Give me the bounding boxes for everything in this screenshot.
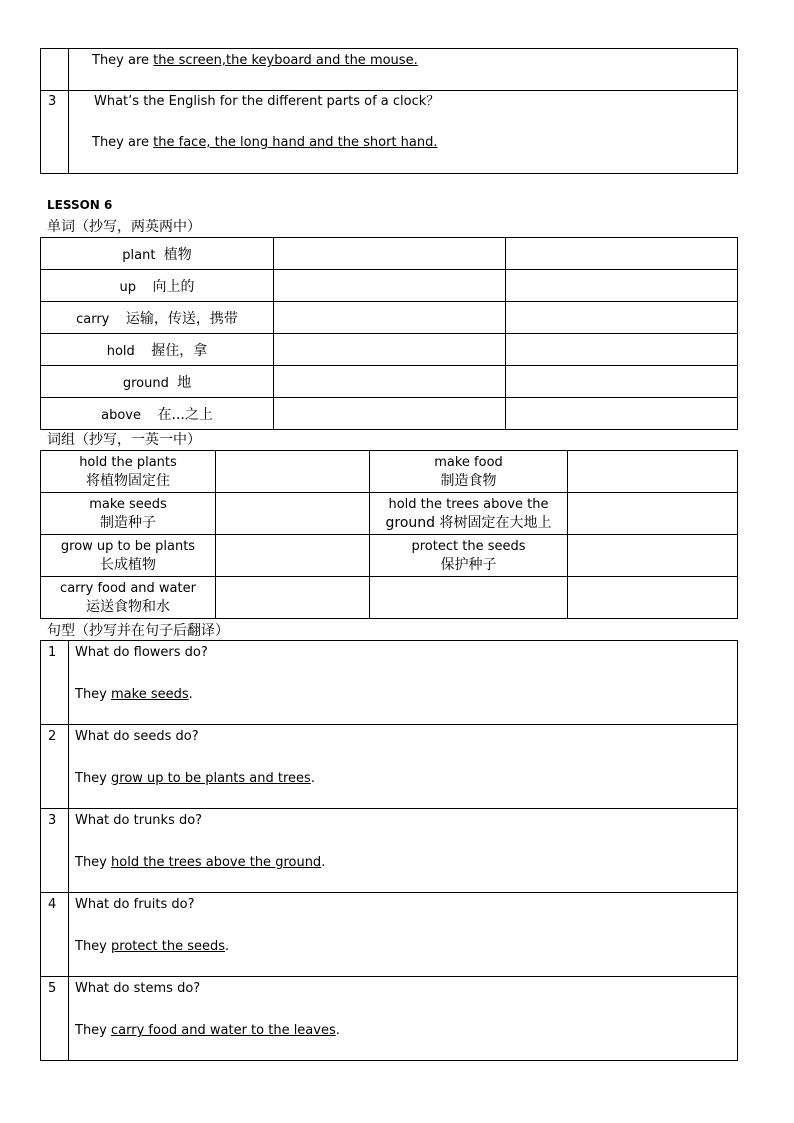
- sentence-row: [41, 977, 738, 1061]
- sentence-cell: What do fruits do? They protect the seeds.: [69, 893, 738, 977]
- copy-cell[interactable]: [568, 535, 738, 577]
- vocab-row: [41, 334, 738, 366]
- answer-underlined: protect the seeds: [111, 939, 226, 954]
- vocab-word: above 在...之上: [41, 398, 274, 430]
- question-text: What’s the English for the different parts of a clock？: [94, 94, 440, 109]
- copy-cell[interactable]: [274, 302, 506, 334]
- sentence-heading: 句型（抄写并在句子后翻译）: [47, 623, 229, 639]
- vocab-word: plant 植物: [41, 238, 274, 270]
- phrase-table: [40, 450, 738, 619]
- row-number: 4: [41, 893, 69, 977]
- answer-cell: [69, 49, 738, 91]
- row-number: 3: [41, 809, 69, 893]
- row-number: 1: [41, 641, 69, 725]
- copy-cell[interactable]: [568, 451, 738, 493]
- copy-cell[interactable]: [506, 398, 738, 430]
- phrase-row: [41, 493, 738, 535]
- question-text: What do seeds do?: [75, 729, 199, 744]
- row-number: [41, 49, 69, 91]
- answer-underlined: the screen,the keyboard and the mouse.: [153, 53, 418, 68]
- question-text: What do trunks do?: [75, 813, 203, 828]
- copy-cell[interactable]: [216, 577, 370, 619]
- copy-cell[interactable]: [568, 493, 738, 535]
- copy-cell[interactable]: [274, 366, 506, 398]
- question-cell: [69, 91, 738, 174]
- vocab-table: [40, 237, 738, 430]
- copy-cell[interactable]: [506, 270, 738, 302]
- phrase-row: [41, 577, 738, 619]
- copy-cell[interactable]: [274, 334, 506, 366]
- top-qa-table: [40, 48, 738, 174]
- phrase-row: [41, 451, 738, 493]
- phrase-cell: hold the plants 将植物固定住: [41, 451, 216, 493]
- vocab-row: [41, 366, 738, 398]
- vocab-row: [41, 238, 738, 270]
- vocab-row: [41, 398, 738, 430]
- phrase-cell: make seeds 制造种子: [41, 493, 216, 535]
- answer-prefix: They are: [92, 53, 154, 68]
- row-number: 5: [41, 977, 69, 1061]
- phrase-cell: protect the seeds 保护种子: [370, 535, 568, 577]
- lesson-title: LESSON 6: [47, 198, 113, 212]
- phrase-row: [41, 535, 738, 577]
- copy-cell[interactable]: [506, 366, 738, 398]
- sentence-cell: What do flowers do? They make seeds.: [69, 641, 738, 725]
- copy-cell[interactable]: [568, 577, 738, 619]
- vocab-row: [41, 302, 738, 334]
- phrase-cell: [370, 577, 568, 619]
- sentence-cell: What do seeds do? They grow up to be plants and trees.: [69, 725, 738, 809]
- row-number: 2: [41, 725, 69, 809]
- answer-underlined: make seeds: [111, 687, 189, 702]
- question-text: What do fruits do?: [75, 897, 195, 912]
- sentence-row: [41, 725, 738, 809]
- copy-cell[interactable]: [274, 398, 506, 430]
- answer-prefix: They are: [92, 135, 154, 150]
- copy-cell[interactable]: [274, 270, 506, 302]
- phrase-cell: make food 制造食物: [370, 451, 568, 493]
- question-text: What do stems do?: [75, 981, 201, 996]
- copy-cell[interactable]: [506, 238, 738, 270]
- answer-underlined: hold the trees above the ground: [111, 855, 322, 870]
- sentence-row: [41, 809, 738, 893]
- phrase-cell: carry food and water 运送食物和水: [41, 577, 216, 619]
- vocab-word: carry 运输，传送，携带: [41, 302, 274, 334]
- sentence-cell: What do trunks do? They hold the trees above the ground.: [69, 809, 738, 893]
- copy-cell[interactable]: [216, 451, 370, 493]
- sentence-table: [40, 640, 738, 1061]
- copy-cell[interactable]: [506, 302, 738, 334]
- sentence-cell: What do stems do? They carry food and water to the leaves.: [69, 977, 738, 1061]
- vocab-word: ground 地: [41, 366, 274, 398]
- question-text: What do flowers do?: [75, 645, 208, 660]
- answer-underlined: grow up to be plants and trees: [111, 771, 311, 786]
- sentence-row: [41, 893, 738, 977]
- vocab-word: hold 握住，拿: [41, 334, 274, 366]
- vocab-heading: 单词（抄写，两英两中）: [47, 219, 201, 235]
- phrase-cell: hold the trees above the ground 将树固定在大地上: [370, 493, 568, 535]
- vocab-row: [41, 270, 738, 302]
- vocab-word: up 向上的: [41, 270, 274, 302]
- copy-cell[interactable]: [274, 238, 506, 270]
- copy-cell[interactable]: [506, 334, 738, 366]
- sentence-row: [41, 641, 738, 725]
- answer-underlined: carry food and water to the leaves: [111, 1023, 336, 1038]
- copy-cell[interactable]: [216, 535, 370, 577]
- answer-underlined: the face, the long hand and the short hand.: [153, 135, 438, 150]
- row-number: 3: [41, 91, 69, 174]
- phrase-cell: grow up to be plants 长成植物: [41, 535, 216, 577]
- phrase-heading: 词组（抄写，一英一中）: [47, 432, 201, 448]
- copy-cell[interactable]: [216, 493, 370, 535]
